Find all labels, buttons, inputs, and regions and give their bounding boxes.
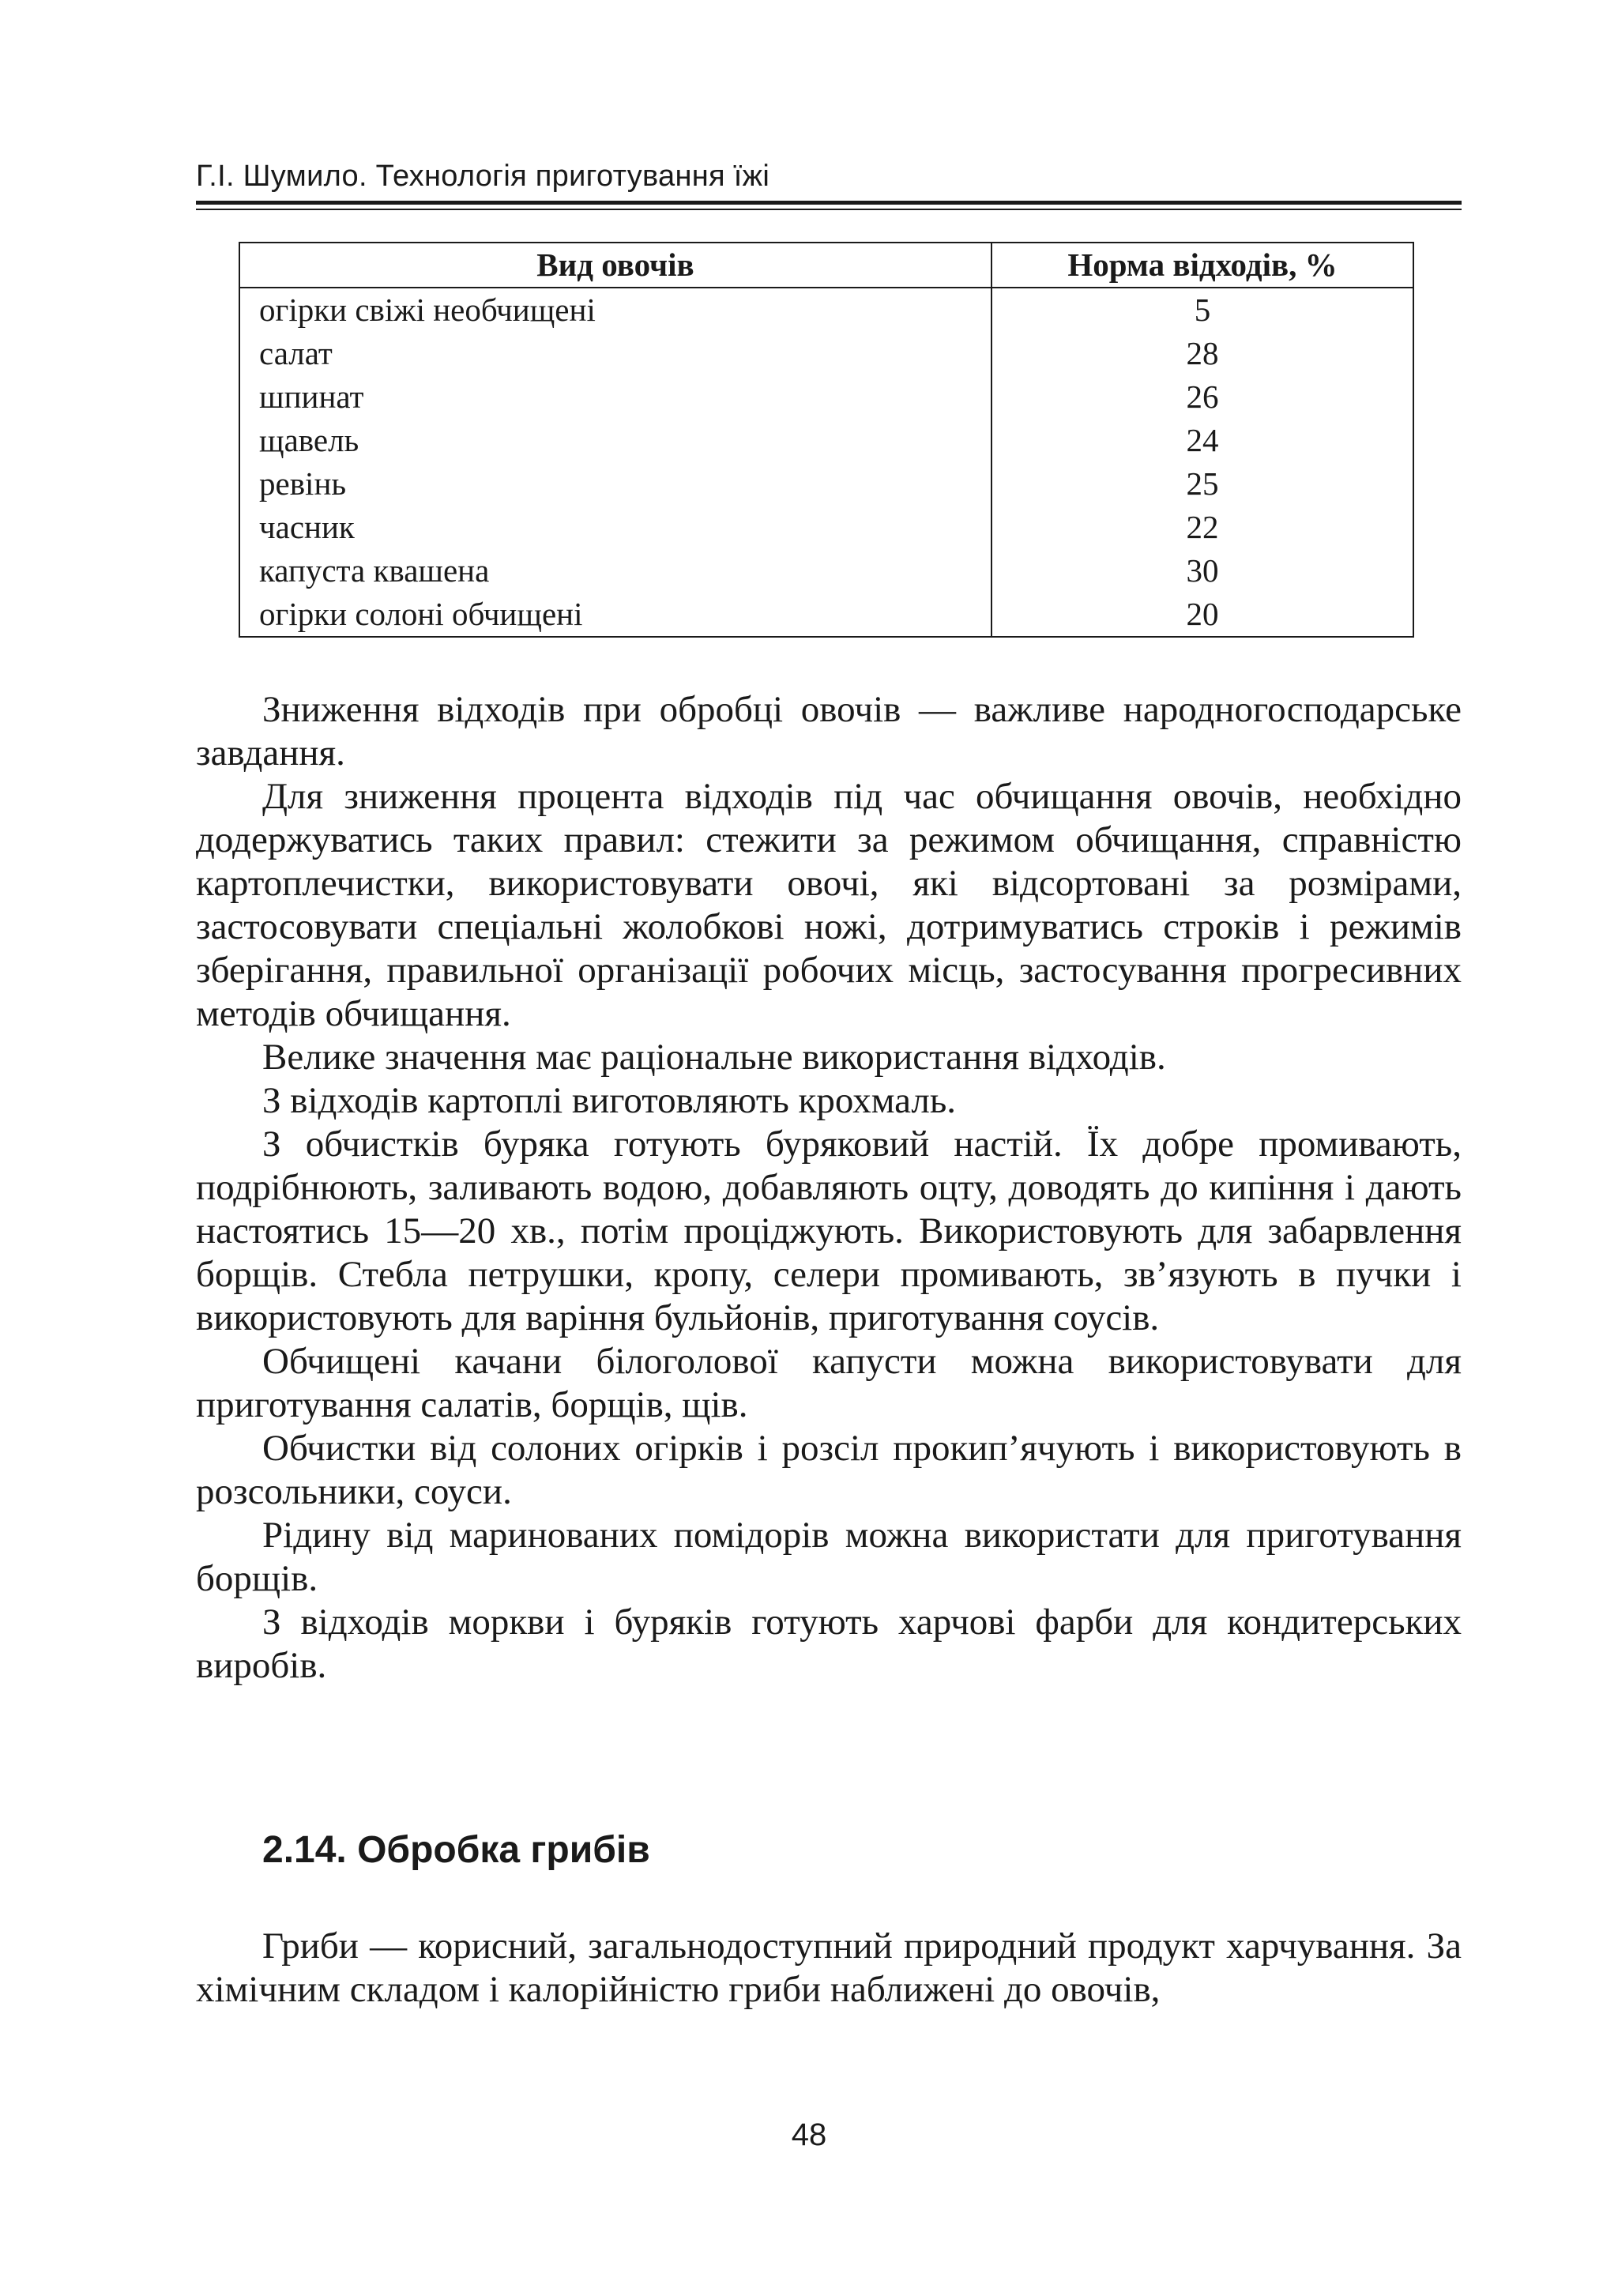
waste-norm-value: 22 — [991, 506, 1413, 549]
table-row — [239, 506, 1413, 549]
paragraph: Рідину від маринованих помідорів можна використати для приготування борщів. — [196, 1515, 1462, 1599]
table-header-row — [239, 243, 1413, 288]
paragraph: Для зниження процента відходів під час обчищання овочів, необхідно додержуватись таких правил: стежити за режимом обчищання, справністю картоплечистки, використовувати овочі, які відсортовані за розмірами, застосовувати спеціальні жолобкові ножі, дотримуватись строків і режимів зберігання, правильної організації робочих місць, застосування прогресивних методів обчищання. — [196, 776, 1462, 1034]
waste-norm-value: 25 — [991, 462, 1413, 506]
body-text — [196, 688, 1462, 1688]
waste-norm-value: 30 — [991, 549, 1413, 593]
waste-norm-value: 24 — [991, 419, 1413, 462]
waste-norm-value: 20 — [991, 593, 1413, 637]
vegetable-name: щавель — [239, 419, 991, 462]
table-row — [239, 288, 1413, 332]
vegetable-name: салат — [239, 332, 991, 375]
paragraph: З відходів картоплі виготовляють крохмаль. — [262, 1080, 957, 1121]
table-row — [239, 593, 1413, 637]
table-row — [239, 419, 1413, 462]
vegetable-name: огірки солоні обчищені — [239, 593, 991, 637]
paragraph: Обчистки від солоних огірків і розсіл прокип’ячують і використовують в розсольники, соуси. — [196, 1428, 1462, 1512]
paragraph: З обчистків буряка готують буряковий настій. Їх добре промивають, подрібнюють, заливають водою, добавляють оцту, доводять до кипіння і дають настоятись 15—20 хв., потім проціджують. Використовують для забарвлення борщів. Стебла петрушки, кропу, селери промивають, зв’язують в пучки і використовують для варіння бульйонів, приготування соусів. — [196, 1124, 1462, 1338]
paragraph: Велике значення має раціональне використання відходів. — [262, 1037, 1166, 1078]
table-row — [239, 462, 1413, 506]
column-header-waste-norm: Норма відходів, % — [991, 243, 1413, 288]
section-heading: 2.14. Обробка грибів — [262, 1829, 650, 1871]
waste-norms-table — [239, 242, 1414, 638]
paragraph: Зниження відходів при обробці овочів — важливе народногосподарське завдання. — [196, 689, 1462, 773]
section-body-text — [196, 1925, 1462, 2012]
vegetable-name: огірки свіжі необчищені — [239, 288, 991, 332]
header-rule-thin — [196, 209, 1462, 210]
table-row — [239, 375, 1413, 419]
running-head: Г.І. Шумило. Технологія приготування їжі — [196, 160, 770, 193]
column-header-vegetable: Вид овочів — [239, 243, 991, 288]
paragraph: З відходів моркви і буряків готують харчові фарби для кондитерських виробів. — [196, 1602, 1462, 1686]
vegetable-name: ревінь — [239, 462, 991, 506]
table-row — [239, 332, 1413, 375]
waste-norm-value: 28 — [991, 332, 1413, 375]
paragraph: Гриби — корисний, загальнодоступний природний продукт харчування. За хімічним складом і калорійністю гриби наближені до овочів, — [196, 1925, 1462, 2010]
waste-norm-value: 26 — [991, 375, 1413, 419]
vegetable-name: капуста квашена — [239, 549, 991, 593]
paragraph: Обчищені качани білоголової капусти можна використовувати для приготування салатів, борщів, щів. — [196, 1341, 1462, 1425]
vegetable-name: шпинат — [239, 375, 991, 419]
page-number: 48 — [791, 2117, 827, 2152]
header-rule-thick — [196, 201, 1462, 205]
vegetable-name: часник — [239, 506, 991, 549]
table-row — [239, 549, 1413, 593]
waste-norm-value: 5 — [991, 288, 1413, 332]
